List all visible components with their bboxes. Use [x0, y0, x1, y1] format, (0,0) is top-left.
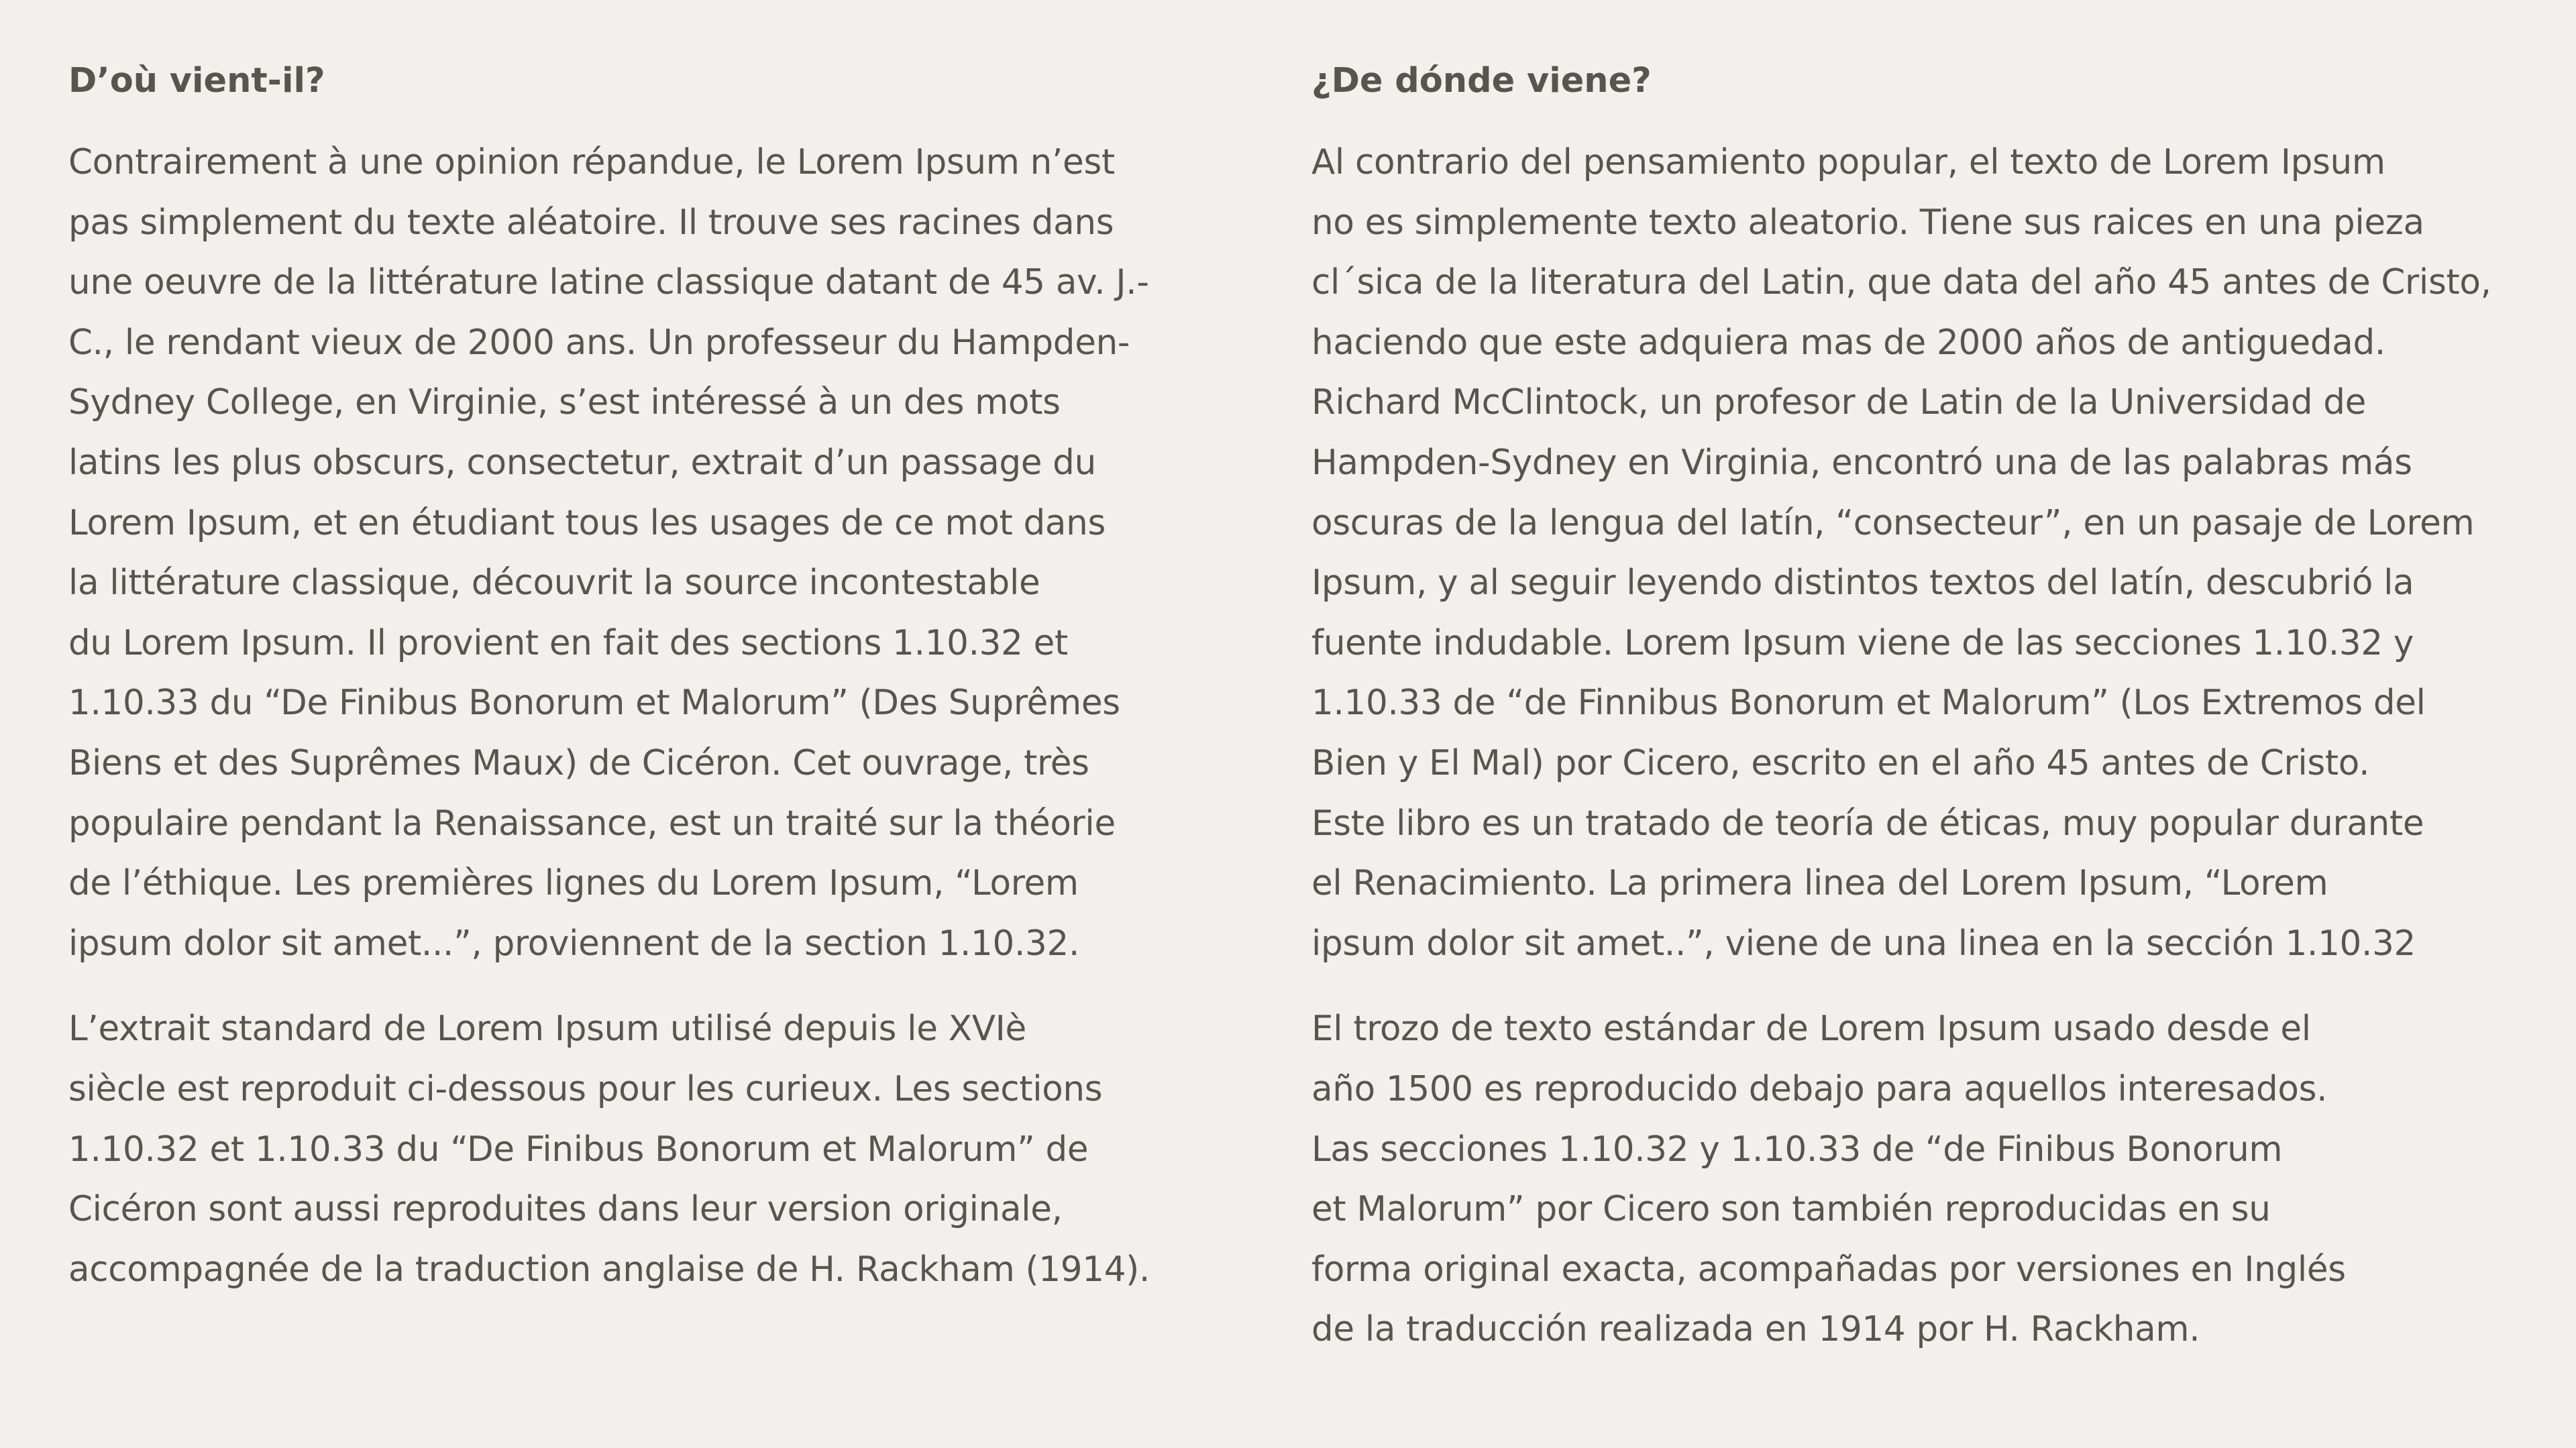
spanish-paragraph-2	[1311, 999, 2546, 1360]
text-line: de la traducción realizada en 1914 por H. Rackham.	[1311, 1309, 2200, 1350]
text-line: ipsum dolor sit amet..”, viene de una linea en la sección 1.10.32	[1311, 923, 2416, 964]
spanish-paragraph-1	[1311, 133, 2546, 974]
text-line: Lorem Ipsum, et en étudiant tous les usages de ce mot dans	[68, 502, 1106, 543]
text-line: accompagnée de la traduction anglaise de H. Rackham (1914).	[68, 1249, 1150, 1290]
text-line: pas simplement du texte aléatoire. Il trouve ses racines dans	[68, 202, 1114, 243]
text-line: oscuras de la lengua del latín, “consecteur”, en un pasaje de Lorem	[1311, 502, 2475, 543]
spanish-heading: ¿De dónde viene?	[1311, 61, 1652, 101]
text-line: L’extrait standard de Lorem Ipsum utilisé depuis le XVIè	[68, 1009, 1026, 1050]
text-line: el Renacimiento. La primera linea del Lorem Ipsum, “Lorem	[1311, 863, 2328, 904]
text-line: Cicéron sont aussi reproduites dans leur version originale,	[68, 1189, 1063, 1230]
text-line: Bien y El Mal) por Cicero, escrito en el año 45 antes de Cristo.	[1311, 742, 2370, 783]
text-line: año 1500 es reproducido debajo para aquellos interesados.	[1311, 1068, 2328, 1109]
text-line: haciendo que este adquiera mas de 2000 años de antiguedad.	[1311, 322, 2385, 363]
french-heading: D’où vient-il?	[68, 61, 325, 101]
text-line: fuente indudable. Lorem Ipsum viene de las secciones 1.10.32 y	[1311, 622, 2414, 663]
text-line: siècle est reproduit ci-dessous pour les curieux. Les sections	[68, 1068, 1103, 1109]
text-line: Este libro es un tratado de teoría de éticas, muy popular durante	[1311, 803, 2424, 844]
french-column	[68, 58, 1249, 1325]
text-line: une oeuvre de la littérature latine classique datant de 45 av. J.-	[68, 262, 1149, 303]
text-line: C., le rendant vieux de 2000 ans. Un professeur du Hampden-	[68, 322, 1130, 363]
text-line: cl´sica de la literatura del Latin, que data del año 45 antes de Cristo,	[1311, 262, 2491, 303]
text-line: la littérature classique, découvrit la source incontestable	[68, 563, 1040, 604]
text-line: Ipsum, y al seguir leyendo distintos textos del latín, descubrió la	[1311, 563, 2414, 604]
text-line: Las secciones 1.10.32 y 1.10.33 de “de Finibus Bonorum	[1311, 1129, 2283, 1170]
text-line: et Malorum” por Cicero son también reproducidas en su	[1311, 1189, 2271, 1230]
text-line: 1.10.32 et 1.10.33 du “De Finibus Bonorum et Malorum” de	[68, 1129, 1089, 1170]
spanish-column	[1311, 58, 2546, 1386]
text-line: ipsum dolor sit amet...”, proviennent de la section 1.10.32.	[68, 923, 1080, 964]
text-line: Sydney College, en Virginie, s’est intéressé à un des mots	[68, 382, 1061, 423]
text-line: Hampden-Sydney en Virginia, encontró una de las palabras más	[1311, 442, 2412, 483]
text-line: du Lorem Ipsum. Il provient en fait des sections 1.10.32 et	[68, 622, 1068, 663]
text-line: de l’éthique. Les premières lignes du Lorem Ipsum, “Lorem	[68, 863, 1079, 904]
text-line: latins les plus obscurs, consectetur, extrait d’un passage du	[68, 442, 1096, 483]
text-line: Richard McClintock, un profesor de Latin de la Universidad de	[1311, 382, 2367, 423]
text-line: Contrairement à une opinion répandue, le Lorem Ipsum n’est	[68, 142, 1115, 182]
text-line: 1.10.33 de “de Finnibus Bonorum et Malorum” (Los Extremos del	[1311, 683, 2426, 724]
text-line: Biens et des Suprêmes Maux) de Cicéron. Cet ouvrage, très	[68, 742, 1089, 783]
text-line: no es simplemente texto aleatorio. Tiene sus raices en una pieza	[1311, 202, 2424, 243]
french-paragraph-1	[68, 133, 1249, 974]
text-line: Al contrario del pensamiento popular, el texto de Lorem Ipsum	[1311, 142, 2385, 182]
text-line: 1.10.33 du “De Finibus Bonorum et Malorum” (Des Suprêmes	[68, 683, 1120, 724]
french-paragraph-2	[68, 999, 1249, 1300]
text-line: El trozo de texto estándar de Lorem Ipsum usado desde el	[1311, 1009, 2311, 1050]
text-line: populaire pendant la Renaissance, est un traité sur la théorie	[68, 803, 1116, 844]
text-line: forma original exacta, acompañadas por versiones en Inglés	[1311, 1249, 2346, 1290]
